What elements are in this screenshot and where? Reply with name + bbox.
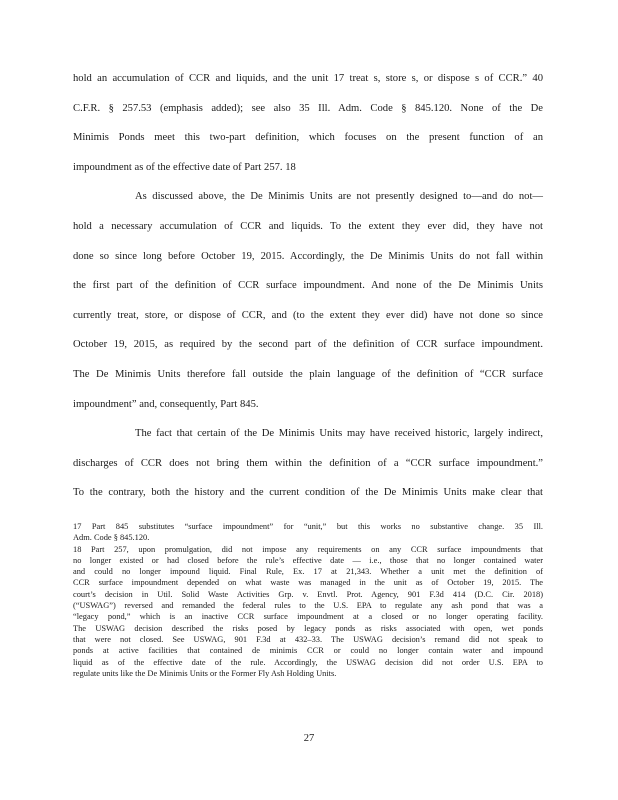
body-line: impoundment as of the effective date of Part 257. 18 xyxy=(73,161,296,173)
footnote-line: and could no longer impound liquid. Final Rule, Ex. 17 at 21,343. Whether a unit met the definition of xyxy=(73,567,543,577)
footnote-line: liquid as of the effective date of the rule. Accordingly, the USWAG decision did not order U.S. EPA to xyxy=(73,657,543,667)
body-line: hold a necessary accumulation of CCR and liquids. To the extent they ever did, they have not xyxy=(73,220,543,232)
footnote-line: ponds at active facilities that contained de minimis CCR or could no longer contain water and impound xyxy=(73,646,543,656)
body-line: done so since long before October 19, 2015. Accordingly, the De Minimis Units do not fall within xyxy=(73,250,543,262)
body-line: hold an accumulation of CCR and liquids, and the unit 17 treat s, store s, or dispose s of CCR.” 40 xyxy=(73,73,543,84)
footnote-line: The USWAG decision described the risks posed by legacy ponds as risks associated with open, wet ponds xyxy=(73,623,543,633)
body-line: To the contrary, both the history and the current condition of the De Minimis Units make clear that xyxy=(73,487,543,499)
body-line: The fact that certain of the De Minimis Units may have received historic, largely indirect, xyxy=(135,428,543,440)
body-line: C.F.R. § 257.53 (emphasis added); see also 35 Ill. Adm. Code § 845.120. None of the De xyxy=(73,102,543,114)
body-line: Minimis Ponds meet this two-part definition, which focuses on the present function of an xyxy=(73,132,543,144)
body-line: October 19, 2015, as required by the second part of the definition of CCR surface impoundment. xyxy=(73,339,543,351)
footnote-line: no longer existed or had closed before the rule’s effective date — i.e., those that no longer contained water xyxy=(73,555,543,565)
footnote-line: that were not closed. See USWAG, 901 F.3d at 432–33. The USWAG decision’s remand did not speak to xyxy=(73,634,543,644)
body-line: currently treat, store, or dispose of CCR, and (to the extent they ever did) have not done so since xyxy=(73,309,543,321)
body-line: the first part of the definition of CCR surface impoundment. And none of the De Minimis Units xyxy=(73,280,543,292)
footnote-line: regulate units like the De Minimis Units or the Former Fly Ash Holding Units. xyxy=(73,668,337,678)
body-line: As discussed above, the De Minimis Units are not presently designed to—and do not— xyxy=(135,191,543,203)
body-line: impoundment” and, consequently, Part 845. xyxy=(73,398,259,410)
footnote-line: (“USWAG”) reversed and remanded the federal rules to the U.S. EPA to regulate any ash pond that was a xyxy=(73,601,543,611)
body-line: discharges of CCR does not bring them within the definition of a “CCR surface impoundment.” xyxy=(73,457,543,469)
footnote-line: 18 Part 257, upon promulgation, did not impose any requirements on any CCR surface impoundments that xyxy=(73,544,543,554)
footnote-line: CCR surface impoundment depended on what waste was managed in the unit as of October 19, 2015. The xyxy=(73,578,543,588)
footnote-line: court’s decision in Util. Solid Waste Activities Grp. v. Envtl. Prot. Agency, 901 F.3d 414 (D.C. Cir. 2018) xyxy=(73,589,543,599)
body-line: The De Minimis Units therefore fall outside the plain language of the definition of “CCR surface xyxy=(73,368,543,380)
body-text xyxy=(73,64,543,508)
footnote-line: 17 Part 845 substitutes “surface impoundment” for “unit,” but this works no substantive change. 35 Ill. xyxy=(73,522,543,531)
footnote-line: Adm. Code § 845.120. xyxy=(73,533,150,543)
footnote-line: “legacy pond,” which is an inactive CCR surface impoundment at a closed or no longer operating facility. xyxy=(73,612,543,622)
footnotes xyxy=(73,521,543,679)
page-number: 27 xyxy=(303,733,315,744)
